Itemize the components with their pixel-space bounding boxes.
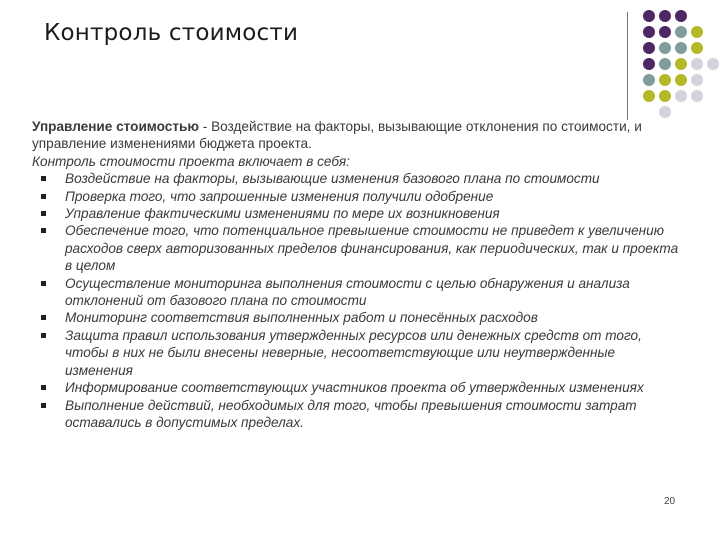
list-item-text: Осуществление мониторинга выполнения стоимости с целью обнаружения и анализа отклонений от базового плана по стоимости [65, 275, 630, 309]
list-item-text: Выполнение действий, необходимых для того, чтобы превышения стоимости затрат оставались в допустимых пределах. [65, 397, 637, 430]
dot [643, 58, 655, 70]
intro-definition: - Воздействие на факторы, вызывающие отклонения по стоимости, и управление изменениями бюджета проекта. [32, 119, 642, 152]
list-item [32, 188, 682, 205]
list-item-text: Воздействие на факторы, вызывающие изменения базового плана по стоимости [65, 171, 600, 187]
dot [675, 90, 687, 102]
bullet-list [32, 170, 682, 431]
dot [659, 10, 671, 22]
dot [691, 58, 703, 70]
decorative-dot-grid [639, 10, 719, 120]
divider-line [627, 12, 628, 120]
dot [691, 42, 703, 54]
square-bullet-icon [41, 176, 46, 181]
square-bullet-icon [41, 281, 46, 286]
list-item-text: Обеспечение того, что потенциальное превышение стоимости не приведет к увеличению расходов сверх авторизованных пределов финансирования, как периодических, так и проекта в целом [65, 223, 679, 274]
dot [643, 74, 655, 86]
dot [659, 90, 671, 102]
dot [675, 10, 687, 22]
list-item [32, 309, 682, 326]
square-bullet-icon [41, 333, 46, 338]
list-item [32, 205, 682, 222]
dot [643, 90, 655, 102]
intro-term: Управление стоимостью [32, 119, 199, 134]
list-item-text: Информирование соответствующих участников проекта об утвержденных изменениях [65, 380, 644, 396]
list-item-text: Проверка того, что запрошенные изменения получили одобрение [65, 188, 494, 204]
dot [659, 106, 671, 118]
dot [659, 74, 671, 86]
slide-title: Контроль стоимости [44, 20, 299, 46]
dot [643, 42, 655, 54]
list-item [32, 170, 682, 187]
dot [707, 58, 719, 70]
dot [659, 42, 671, 54]
dot [643, 10, 655, 22]
dot [659, 58, 671, 70]
square-bullet-icon [41, 228, 46, 233]
square-bullet-icon [41, 211, 46, 216]
square-bullet-icon [41, 385, 46, 390]
dot [675, 58, 687, 70]
dot [691, 74, 703, 86]
list-item [32, 327, 682, 379]
square-bullet-icon [41, 403, 46, 408]
dot [643, 26, 655, 38]
list-item [32, 397, 682, 432]
square-bullet-icon [41, 194, 46, 199]
dot [675, 42, 687, 54]
slide-body [32, 118, 682, 431]
subheading: Контроль стоимости проекта включает в себя: [32, 153, 350, 169]
dot [675, 26, 687, 38]
dot [659, 26, 671, 38]
dot [691, 26, 703, 38]
page-number: 20 [664, 496, 676, 507]
list-item [32, 379, 682, 396]
intro-paragraph [32, 118, 682, 153]
list-item [32, 275, 682, 310]
list-item [32, 222, 682, 274]
dot [691, 90, 703, 102]
square-bullet-icon [41, 315, 46, 320]
list-item-text: Управление фактическими изменениями по мере их возникновения [65, 206, 500, 222]
list-item-text: Мониторинг соответствия выполненных работ и понесённых расходов [65, 310, 538, 326]
list-item-text: Защита правил использования утвержденных ресурсов или денежных средств от того, чтобы в них не были внесены неверные, несоответствующие или неутвержденные изменения [65, 327, 642, 378]
dot [675, 74, 687, 86]
